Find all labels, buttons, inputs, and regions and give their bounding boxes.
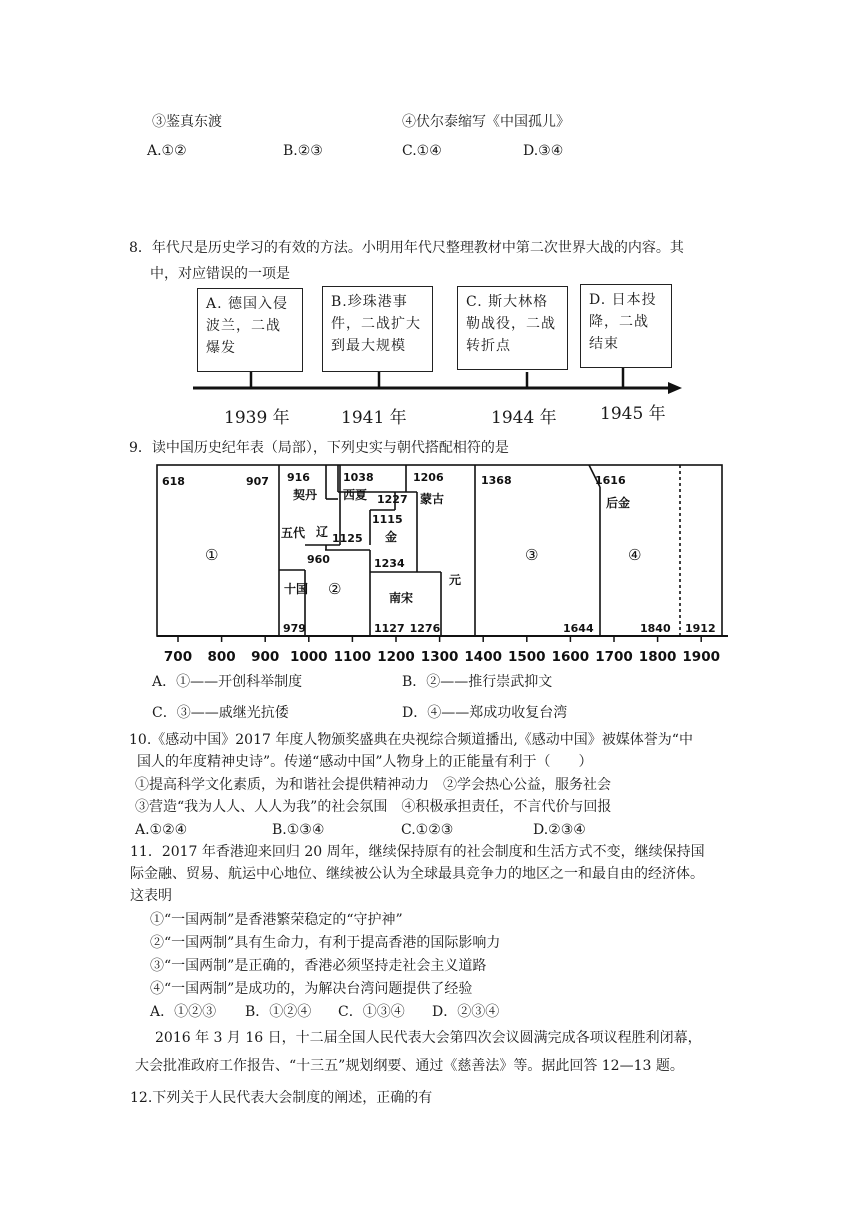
axis-tick-label: 1000: [290, 649, 328, 665]
year-1939: 1939 年: [224, 408, 290, 428]
label-1127-1276: 1127 1276: [374, 622, 441, 635]
q9-option-c[interactable]: C．③——戚继光抗倭: [152, 705, 289, 721]
label-1206: 1206: [413, 471, 444, 484]
label-1840: 1840: [640, 622, 671, 635]
axis-tick-label: 1700: [595, 649, 633, 665]
label-1644: 1644: [563, 622, 594, 635]
marker-1: ①: [205, 546, 219, 564]
label-1368: 1368: [481, 474, 512, 487]
q8-box-b[interactable]: B.珍珠港事件，二战扩大到最大规模: [322, 286, 433, 372]
label-979: 979: [283, 622, 306, 635]
axis-tick-label: 1800: [638, 649, 677, 665]
axis-ticks: [164, 636, 720, 665]
q9-option-b[interactable]: B．②——推行崇武抑文: [402, 674, 553, 690]
axis-tick-label: 1100: [333, 649, 372, 665]
axis-tick-label: 800: [207, 649, 236, 665]
label-916: 916: [287, 471, 310, 484]
year-1945: 1945 年: [600, 404, 666, 424]
q8-box-c[interactable]: C. 斯大林格勒战役，二战转折点: [457, 286, 568, 370]
q7-option-d[interactable]: D.③④: [523, 143, 564, 159]
label-1616: 1616: [595, 474, 626, 487]
label-1125: 1125: [332, 532, 363, 545]
axis-tick-label: 1500: [508, 649, 546, 665]
axis-tick-label: 1900: [682, 649, 720, 665]
marker-4: ④: [628, 546, 642, 564]
q11-item4: ④“一国两制”是成功的，为解决台湾问题提供了经验: [150, 981, 473, 997]
q12-stem: 12.下列关于人民代表大会制度的阐述，正确的有: [130, 1090, 433, 1106]
q10-option-d[interactable]: D.②③④: [533, 822, 586, 838]
intro-line2: 大会批准政府工作报告、“十三五”规划纲要、通过《慈善法》等。据此回答 12—13 题。: [135, 1058, 684, 1074]
q10-option-b[interactable]: B.①③④: [272, 822, 325, 838]
q10-item-line1: ①提高科学文化素质，为和谐社会提供精神动力 ②学会热心公益，服务社会: [135, 777, 611, 793]
q11-option-d[interactable]: D．②③④: [432, 1004, 500, 1020]
label-menggu: 蒙古: [420, 492, 445, 506]
label-liao: 辽: [316, 525, 329, 539]
label-nansong: 南宋: [389, 591, 414, 605]
axis-tick-label: 1600: [551, 649, 590, 665]
label-yuan: 元: [449, 573, 462, 587]
q8-stem-line2: 中，对应错误的一项是: [150, 266, 290, 282]
q11-stem-line1: 11．2017 年香港迎来回归 20 周年，继续保持原有的社会制度和生活方式不变，继续保持国: [130, 844, 705, 860]
q10-option-c[interactable]: C.①②③: [401, 822, 454, 838]
q11-stem-line2: 际金融、贸易、航运中心地位、继续被公认为全球最具竞争力的地区之一和最自由的经济体。: [130, 866, 704, 882]
q7-item4: ④伏尔泰缩写《中国孤儿》: [402, 114, 570, 130]
q11-item1: ①“一国两制”是香港繁荣稳定的“守护神”: [150, 912, 403, 928]
q11-item3: ③“一国两制”是正确的，香港必须坚持走社会主义道路: [150, 958, 487, 974]
q11-option-b[interactable]: B．①②④: [245, 1004, 312, 1020]
label-xixia: 西夏: [343, 488, 368, 502]
label-shiguo: 十国: [284, 582, 309, 596]
label-jin: 金: [385, 530, 398, 544]
intro-line1: 2016 年 3 月 16 日，十二届全国人民代表大会第四次会议圆满完成各项议程胜利闭幕，: [155, 1030, 702, 1046]
axis-tick-label: 700: [163, 649, 193, 665]
label-907: 907: [246, 475, 269, 488]
q8-box-d[interactable]: D. 日本投降，二战结束: [580, 284, 672, 368]
q8-stem-line1: 8．年代尺是历史学习的有效的方法。小明用年代尺整理教材中第二次世界大战的内容。其: [129, 240, 684, 256]
q10-stem-line1: 10.《感动中国》2017 年度人物颁奖盛典在央视综合频道播出,《感动中国》被媒体誉为“中: [129, 732, 693, 748]
timeline-arrow: [668, 382, 682, 394]
q11-option-c[interactable]: C．①③④: [338, 1004, 405, 1020]
chronology-chart: [150, 462, 730, 667]
label-618: 618: [162, 475, 185, 488]
axis-tick-label: 1300: [420, 649, 459, 665]
q9-option-a[interactable]: A．①——开创科举制度: [152, 674, 303, 690]
marker-3: ③: [525, 546, 539, 564]
q8-box-a[interactable]: A. 德国入侵波兰，二战爆发: [197, 288, 303, 372]
label-1234: 1234: [374, 557, 405, 570]
label-qidan: 契丹: [293, 488, 318, 502]
q7-option-b[interactable]: B.②③: [283, 143, 323, 159]
label-houjin: 后金: [606, 496, 631, 510]
label-1115: 1115: [372, 513, 403, 526]
q10-item-line2: ③营造“我为人人、人人为我”的社会氛围 ④积极承担责任，不言代价与回报: [135, 799, 612, 815]
q7-item3: ③鉴真东渡: [152, 114, 222, 130]
q11-option-a[interactable]: A．①②③: [150, 1004, 217, 1020]
q10-stem-line2: 国人的年度精神史诗”。传递“感动中国”人物身上的正能量有利于（ ）: [137, 754, 593, 770]
q11-item2: ②“一国两制”具有生命力，有利于提高香港的国际影响力: [150, 935, 501, 951]
q11-stem-line3: 这表明: [130, 888, 172, 904]
q7-option-c[interactable]: C.①④: [402, 143, 442, 159]
label-960: 960: [307, 553, 330, 566]
q9-option-d[interactable]: D．④——郑成功收复台湾: [402, 705, 568, 721]
label-1912: 1912: [685, 622, 716, 635]
q8-timeline-axis: [190, 365, 685, 401]
q7-option-a[interactable]: A.①②: [147, 143, 187, 159]
q10-option-a[interactable]: A.①②④: [135, 822, 188, 838]
label-1038: 1038: [343, 471, 374, 484]
label-wudai: 五代: [281, 526, 306, 540]
axis-tick-label: 1400: [464, 649, 502, 665]
axis-tick-label: 1200: [377, 649, 415, 665]
year-1944: 1944 年: [491, 408, 557, 428]
q9-stem: 9．读中国历史纪年表（局部），下列史实与朝代搭配相符的是: [129, 440, 509, 456]
axis-tick-label: 900: [251, 649, 280, 665]
label-1227: 1227: [377, 493, 408, 506]
marker-2: ②: [328, 580, 342, 598]
year-1941: 1941 年: [341, 408, 407, 428]
